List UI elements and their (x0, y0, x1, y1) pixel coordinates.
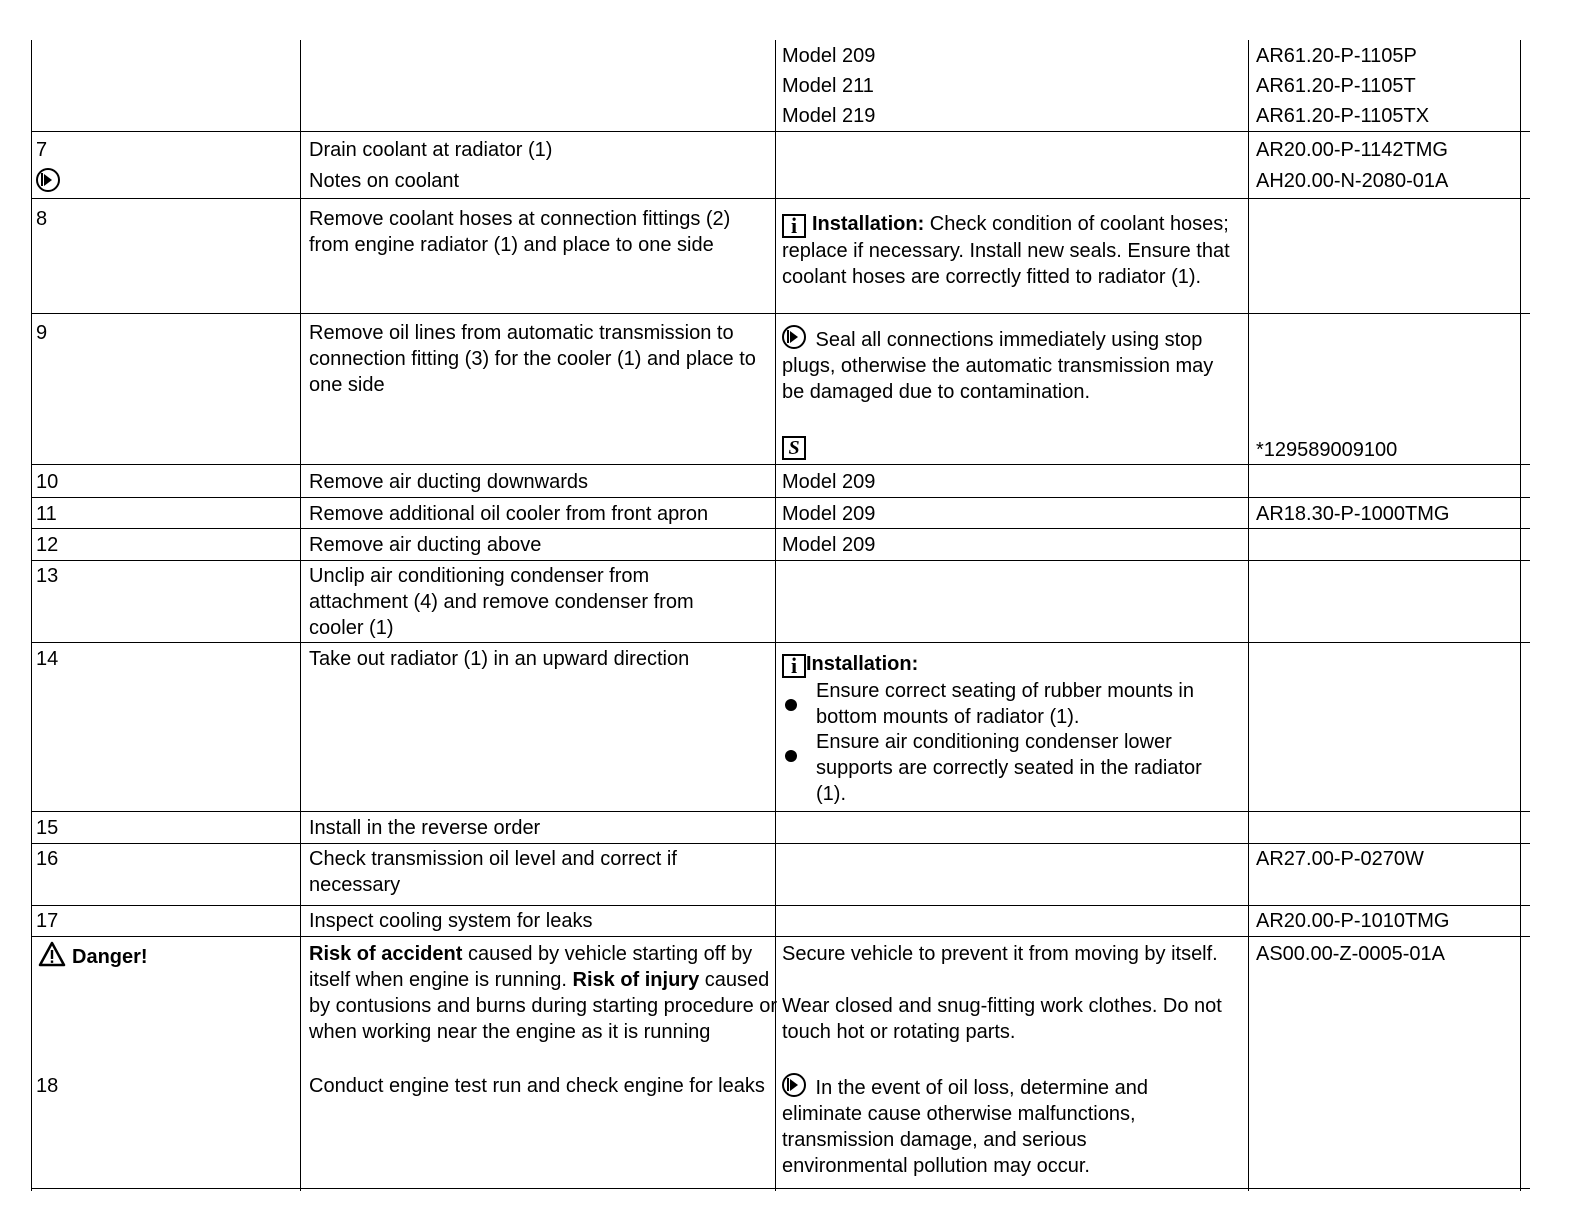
step-number: 16 (36, 848, 59, 870)
bullet-item: Ensure correct seating of rubber mounts in bottom mounts of radiator (1). (816, 680, 1194, 728)
model-label: Model 209 (782, 503, 876, 525)
safety-note: Wear closed and snug-fitting work clothes. Do not touch hot or rotating parts. (782, 995, 1222, 1043)
reference-code[interactable]: AR27.00-P-0270W (1256, 848, 1424, 870)
step-number: 7 (36, 139, 48, 161)
bullet-icon (785, 692, 797, 718)
row-divider (31, 313, 1530, 314)
step-action: Remove additional oil cooler from front apron (309, 503, 709, 525)
row-divider (31, 131, 1530, 132)
step-action: Install in the reverse order (309, 817, 541, 839)
note-icon (782, 1073, 806, 1097)
row-divider (31, 936, 1530, 937)
danger-label (38, 941, 148, 970)
note-bold: Installation: (812, 213, 925, 235)
step-number: 17 (36, 910, 59, 932)
tool-reference[interactable]: *129589009100 (1256, 439, 1398, 461)
risk-bold: Risk of accident (309, 943, 463, 965)
step-number: 14 (36, 648, 59, 670)
column-divider (300, 40, 301, 1191)
row-divider (31, 811, 1530, 812)
row-divider (31, 905, 1530, 906)
row-divider (31, 560, 1530, 561)
bullet-item: Ensure air conditioning condenser lower supports are correctly seated in the radiator (1). (816, 731, 1202, 805)
risk-body: caused by vehicle starting off by itself when engine is running. (309, 943, 753, 991)
note-text: Seal all connections immediately using stop plugs, otherwise the automatic transmission may be damaged due to contamination. (782, 329, 1214, 403)
row-divider (31, 843, 1530, 844)
row-divider (31, 642, 1530, 643)
step-number: 11 (36, 503, 57, 525)
note-bold: Installation: (806, 653, 919, 675)
step-note-heading (782, 651, 918, 678)
reference-code[interactable]: AR20.00-P-1010TMG (1256, 910, 1450, 932)
step-action: Remove oil lines from automatic transmission to connection fitting (3) for the cooler (1) and place to one side (309, 322, 756, 396)
step-action: Inspect cooling system for leaks (309, 910, 593, 932)
step-note (782, 211, 1237, 290)
row-divider (31, 464, 1530, 465)
risk-text (309, 941, 779, 1045)
step-number: 13 (36, 565, 59, 587)
note-text: In the event of oil loss, determine and eliminate cause otherwise malfunctions, transmission damage, and serious environmental pollution may occur. (782, 1077, 1148, 1177)
danger-text: Danger! (72, 946, 148, 968)
column-divider (1248, 40, 1249, 1191)
note-icon (782, 325, 806, 349)
reference-code[interactable]: AR61.20-P-1105TX (1256, 105, 1430, 127)
step-note (782, 1073, 1202, 1179)
model-label: Model 211 (782, 75, 874, 97)
note-text: Check condition of coolant hoses; replace if necessary. Install new seals. Ensure that coolant hoses are correctly fitted to radiator (1). (782, 213, 1230, 288)
step-action: Remove coolant hoses at connection fittings (2) from engine radiator (1) and place to one side (309, 208, 731, 256)
table-border-bottom (31, 1188, 1530, 1189)
step-number: 15 (36, 817, 59, 839)
row-divider (31, 497, 1530, 498)
info-icon: i (782, 654, 806, 678)
step-action: Take out radiator (1) in an upward direction (309, 648, 690, 670)
step-number: 18 (36, 1075, 59, 1097)
step-note (782, 325, 1217, 405)
step-action: Remove air ducting downwards (309, 471, 589, 493)
model-label: Model 209 (782, 534, 876, 556)
reference-code[interactable]: AR61.20-P-1105P (1256, 45, 1417, 67)
step-number: 8 (36, 208, 48, 230)
risk-body: caused by contusions and burns during starting procedure or when working near the engine as it is running (309, 969, 778, 1043)
step-action: Unclip air conditioning condenser from attachment (4) and remove condenser from cooler (1) (309, 565, 694, 639)
risk-bold: Risk of injury (572, 969, 700, 991)
reference-code[interactable]: AR20.00-P-1142TMG (1256, 139, 1448, 161)
info-icon: i (782, 214, 806, 238)
model-label: Model 209 (782, 471, 876, 493)
step-action: Check transmission oil level and correct if necessary (309, 848, 677, 896)
warning-icon (38, 941, 66, 967)
bullet-icon (785, 743, 797, 769)
row-divider (31, 198, 1530, 199)
row-divider (31, 528, 1530, 529)
note-icon (36, 168, 64, 196)
special-tool-icon: S (782, 435, 806, 461)
table-border-right (1520, 40, 1521, 1191)
step-number: 12 (36, 534, 59, 556)
reference-code[interactable]: AR18.30-P-1000TMG (1256, 503, 1450, 525)
step-action: Conduct engine test run and check engine for leaks (309, 1075, 765, 1097)
reference-code[interactable]: AH20.00-N-2080-01A (1256, 170, 1449, 192)
step-number: 10 (36, 471, 59, 493)
reference-code[interactable]: AR61.20-P-1105T (1256, 75, 1416, 97)
safety-note: Secure vehicle to prevent it from moving by itself. (782, 943, 1218, 965)
step-number: 9 (36, 322, 48, 344)
step-action: Notes on coolant (309, 170, 460, 192)
reference-code[interactable]: AS00.00-Z-0005-01A (1256, 943, 1446, 965)
step-action: Remove air ducting above (309, 534, 542, 556)
step-action: Drain coolant at radiator (1) (309, 139, 553, 161)
model-label: Model 219 (782, 105, 876, 127)
model-label: Model 209 (782, 45, 876, 67)
table-border-left (31, 40, 32, 1191)
